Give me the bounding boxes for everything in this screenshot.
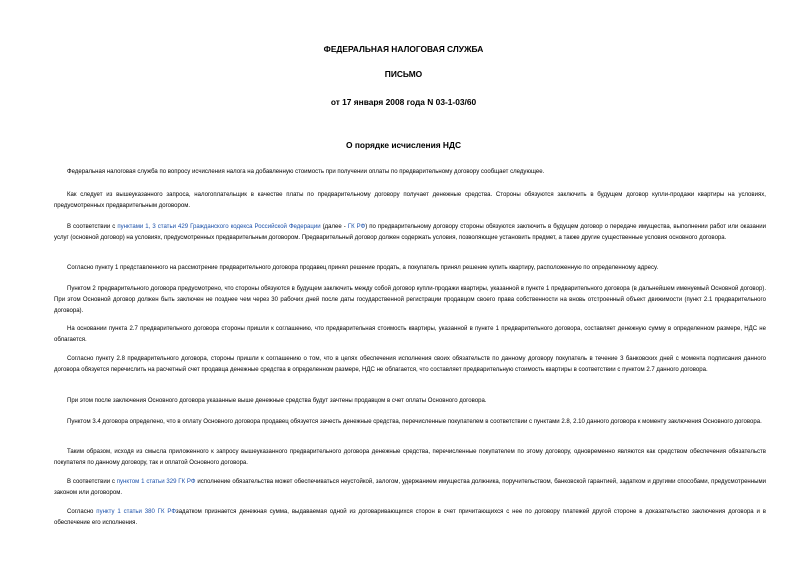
paragraph-6: На основании пункта 2.7 предварительного договора стороны пришли к соглашению, что предварительная стоимость квартиры, указанной в пункте 1 предварительного договора, составляет денежную сумму в определенном размере, НДС не облагается. [54, 326, 766, 343]
paragraph-11-text-start: В соответствии с [67, 479, 117, 485]
link-gk-rf[interactable]: ГК РФ [347, 224, 366, 230]
paragraph-1: Федеральная налоговая служба по вопросу исчисления налога на добавленную стоимость при получении оплаты по предварительному договору сообщает следующее. [67, 169, 545, 175]
date-number-heading: от 17 января 2008 года N 03-1-03/60 [330, 97, 477, 107]
paragraph-12-text-end: задатком признается денежная сумма, выдаваемая одной из договаривающихся сторон в счет причитающихся с нее по договору платежей другой стороне в доказательство заключения договора и в обеспечение его исполнения. [54, 509, 766, 526]
paragraph-3-text-end: ) по предварительному договору стороны обязуются заключить в будущем договор о передаче имущества, выполнении работ или оказании услуг (основной договор) на условиях, предусмотренных предварительным договором. Предварительный договор должен содержать условия, позволяющие установить предмет, а также другие существенные условия основного договора. [54, 224, 766, 241]
paragraph-8: При этом после заключения Основного договора указанные выше денежные средства будут зачтены продавцом в счет оплаты Основного договора. [67, 398, 487, 404]
paragraph-4: Согласно пункту 1 представленного на рассмотрение предварительного договора продавец принял решение продать, а покупатель принял решение купить квартиру, расположенную по определенному адресу. [67, 265, 659, 271]
paragraph-5: Пунктом 2 предварительного договора предусмотрено, что стороны обязуются в будущем заключить между собой договор купли-продажи квартиры, указанной в пункте 1 предварительного договора (в дальнейшем именуемый Основной договор). При этом Основной договор должен быть заключен не позднее чем через 30 рабочих дней после даты государственной регистрации продавцом своего права собственности на вновь отстроенный объект движимости (пункт 2.1 предварительного договора). [54, 286, 766, 314]
paragraph-9: Пунктом 3.4 договора определено, что в оплату Основного договора продавец обязуется зачесть денежные средства, перечисленные покупателем в соответствии с пунктами 2.8, 2.10 данного договора к моменту заключения Основного договора. [67, 419, 762, 425]
link-gk-art-380[interactable]: пункту 1 статьи 380 ГК РФ [96, 509, 176, 515]
link-gk-art-429[interactable]: пунктами 1, 3 статьи 429 Гражданского кодекса Российской Федерации [117, 224, 321, 230]
agency-heading: ФЕДЕРАЛЬНАЯ НАЛОГОВАЯ СЛУЖБА [323, 44, 484, 54]
paragraph-2: Как следует из вышеуказанного запроса, налогоплательщик в качестве платы по предварительному договору получает денежные средства. Стороны обязуются заключить в будущем договор купли-продажи квартиры на условиях, предусмотренных предварительным договором. [54, 192, 766, 209]
paragraph-11 [54, 477, 766, 499]
paragraph-3 [54, 222, 766, 244]
link-gk-art-329[interactable]: пунктом 1 статьи 329 ГК РФ [116, 479, 196, 485]
paragraph-3-text-mid: (далее - [320, 224, 348, 230]
document-type-heading: ПИСЬМО [384, 69, 423, 79]
paragraph-11-text-end: исполнение обязательства может обеспечиваться неустойкой, залогом, удержанием имущества должника, поручительством, банковской гарантией, задатком и другими способами, предусмотренными законом или договором. [54, 479, 766, 496]
subject-heading: О порядке исчисления НДС [345, 140, 461, 150]
paragraph-10: Таким образом, исходя из смысла приложенного к запросу вышеуказанного предварительного договора денежные средства, перечисленные покупателем по этому договору, одновременно являются как средством обеспечения обязательств покупателя по данному договору, так и оплатой Основного договора. [54, 449, 766, 466]
paragraph-3-text-start: В соответствии с [67, 224, 118, 230]
paragraph-12 [54, 507, 766, 529]
paragraph-12-text-start: Согласно [67, 509, 97, 515]
paragraph-7: Согласно пункту 2.8 предварительного договора, стороны пришли к соглашению о том, что в целях обеспечения исполнения своих обязательств по данному договору покупатель в течение 3 банковских дней с момента подписания данного договора обязуется перечислить на расчетный счет продавца денежные средства в определенном размере, НДС не облагается, что составляет предварительную стоимость квартиры в соответствии с пунктом 2.7 данного договора. [54, 356, 766, 373]
